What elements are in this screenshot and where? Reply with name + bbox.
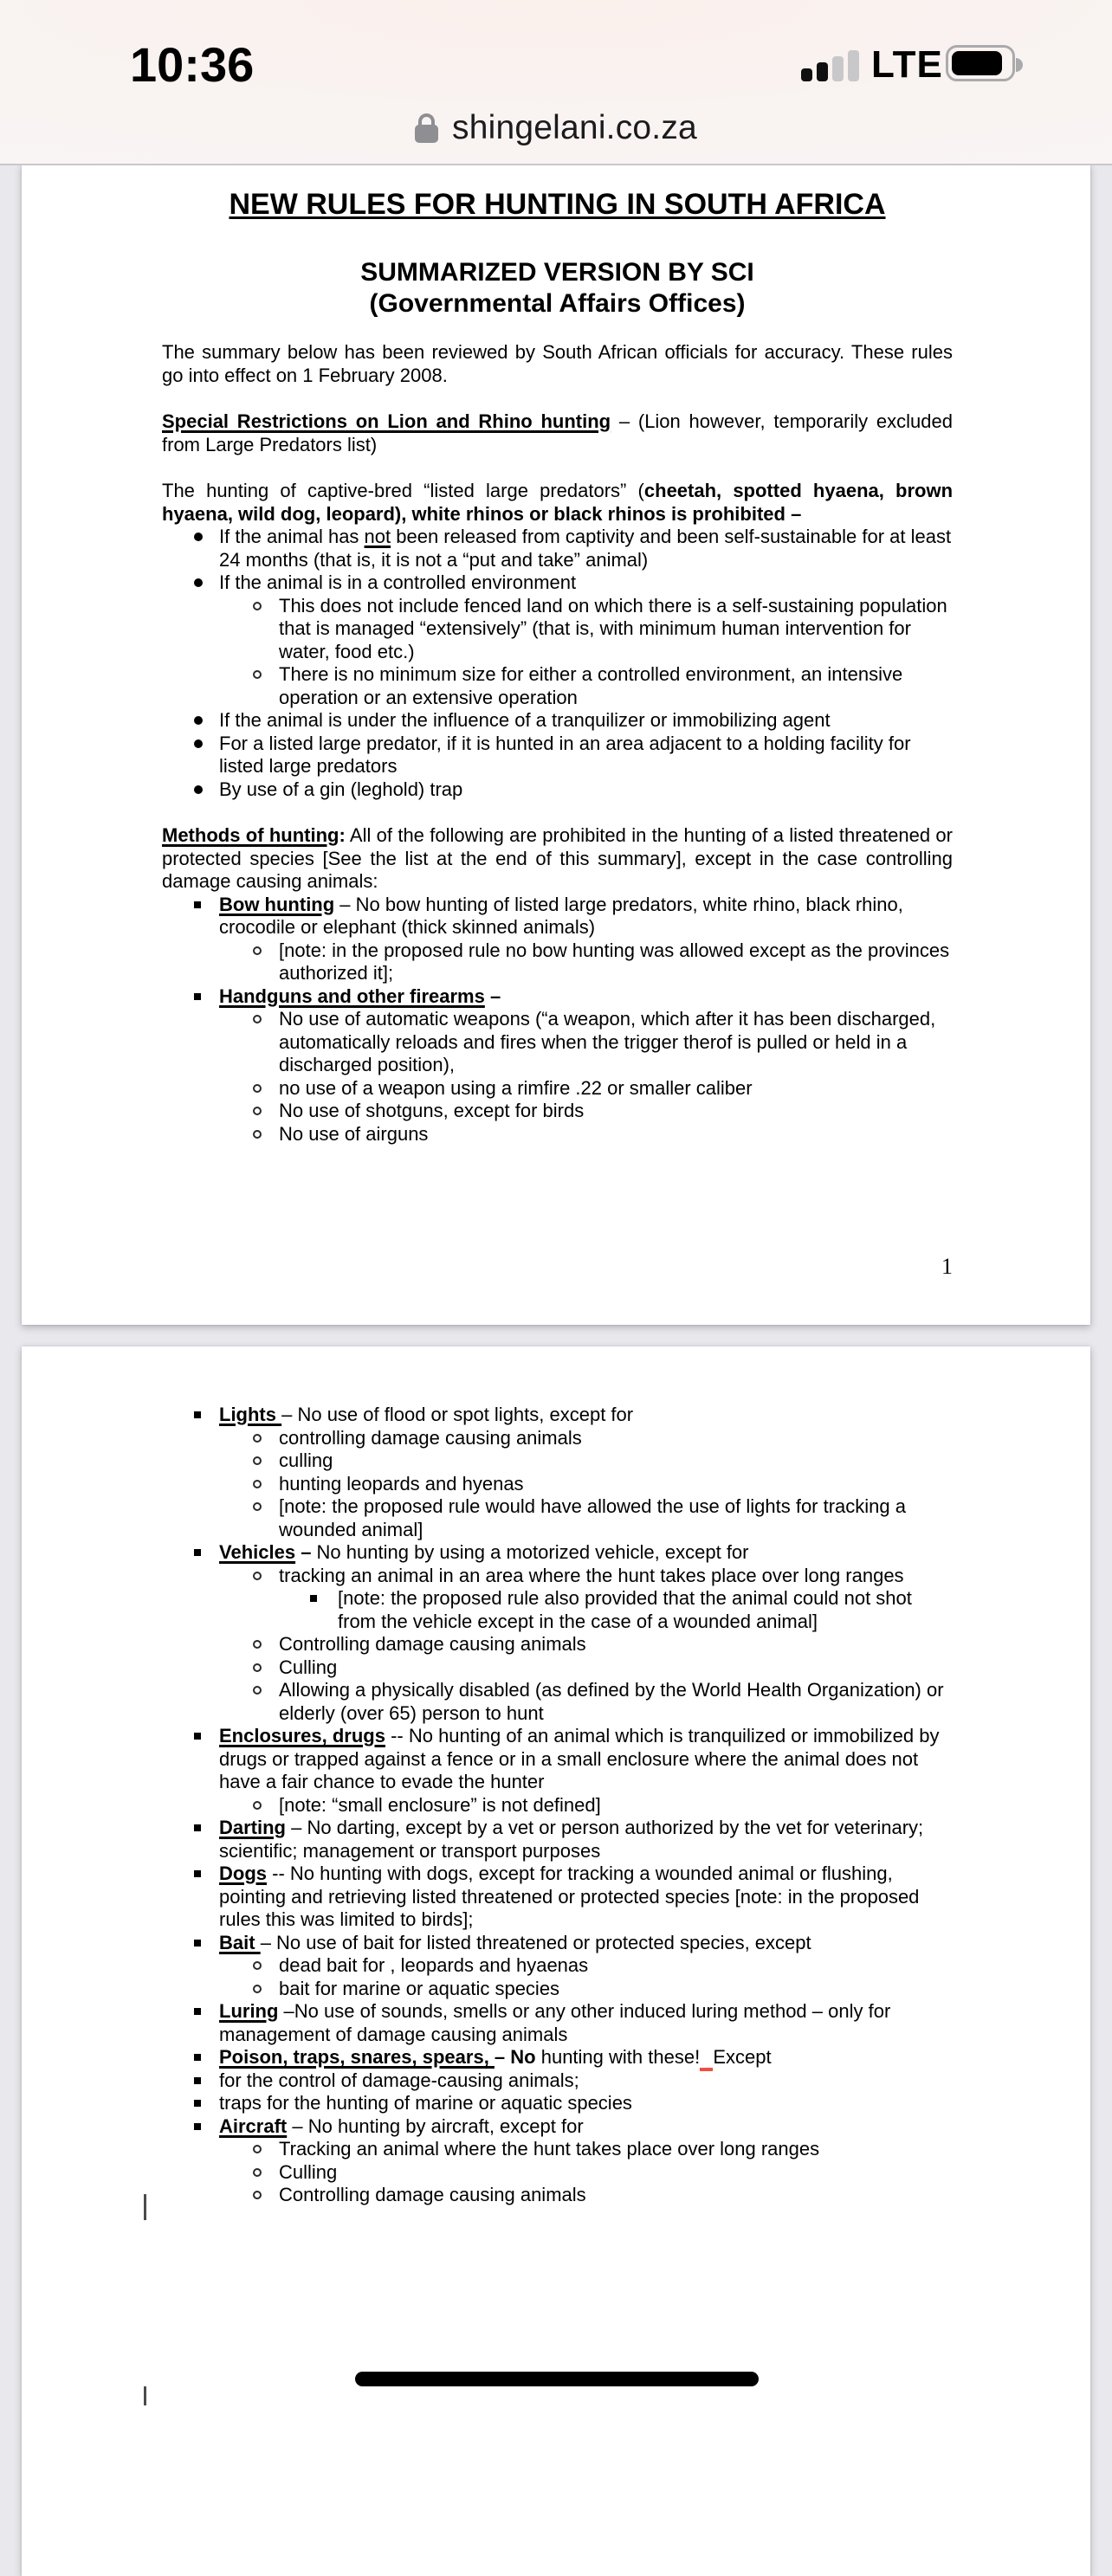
- page-1-body: [162, 341, 953, 1146]
- status-time: 10:36: [130, 37, 255, 92]
- doc-list-item: Luring –No use of sounds, smells or any other induced luring method – only for management of damage causing animals: [162, 2000, 953, 2046]
- bullet-circle-icon: [253, 1130, 262, 1139]
- bullet-square-icon: [194, 1940, 201, 1947]
- doc-list-item: dead bait for , leopards and hyaenas: [162, 1954, 953, 1978]
- doc-list-item: Lights – No use of flood or spot lights, except for: [162, 1404, 953, 1427]
- doc-list-item: Darting – No darting, except by a vet or person authorized by the vet for veterinary; scientific; management or transport purposes: [162, 1817, 953, 1863]
- doc-list-item: For a listed large predator, if it is hunted in an area adjacent to a holding facility for listed large predators: [162, 733, 953, 778]
- bullet-square-icon: [194, 1549, 201, 1556]
- bullet-circle-icon: [253, 1686, 262, 1695]
- bullet-circle-icon: [253, 2168, 262, 2177]
- bullet-circle-icon: [253, 1084, 262, 1093]
- subtitle-line-2: (Governmental Affairs Offices): [369, 289, 746, 318]
- doc-list-item: Culling: [162, 1656, 953, 1680]
- doc-list-item: Dogs -- No hunting with dogs, except for tracking a wounded animal or flushing, pointing and retrieving listed threatened or protected species [note: in the proposed rules this was limited to birds];: [162, 1863, 953, 1932]
- network-type-label: LTE: [871, 43, 943, 86]
- document-subtitle: [162, 257, 953, 320]
- lock-icon: [415, 113, 438, 143]
- doc-list-item: [note: the proposed rule also provided that the animal could not shot from the vehicle except in the case of a wounded animal]: [162, 1587, 953, 1633]
- doc-list-item: No use of automatic weapons (“a weapon, which after it has been discharged, automatically reloads and fires when the trigger therof is pulled or held in a discharged position),: [162, 1008, 953, 1077]
- bullet-square-icon: [194, 1411, 201, 1418]
- bullet-square-icon: [194, 2100, 201, 2107]
- doc-list-item: Handguns and other firearms –: [162, 985, 953, 1009]
- bullet-circle-icon: [253, 1456, 262, 1465]
- doc-list-item: Bait – No use of bait for listed threatened or protected species, except: [162, 1932, 953, 1955]
- doc-list-item: tracking an animal in an area where the hunt takes place over long ranges: [162, 1565, 953, 1588]
- revision-change-bar: [144, 2194, 146, 2220]
- bullet-circle-icon: [253, 1434, 262, 1443]
- doc-list-item: for the control of damage-causing animals;: [162, 2069, 953, 2093]
- subtitle-line-1: SUMMARIZED VERSION BY SCI: [360, 258, 754, 287]
- bullet-circle-icon: [253, 1985, 262, 1993]
- doc-list-item: Poison, traps, snares, spears, – No hunting with these! Except: [162, 2046, 953, 2069]
- proofreading-mark: [700, 2046, 713, 2071]
- bullet-circle-icon: [253, 1572, 262, 1580]
- bullet-circle-icon: [253, 2145, 262, 2153]
- bullet-circle-icon: [253, 1480, 262, 1488]
- document-page-2: [22, 1346, 1090, 2576]
- web-content-scroll-area[interactable]: [0, 164, 1112, 2405]
- bullet-square-icon: [194, 1824, 201, 1831]
- bullet-disc-icon: [194, 785, 203, 794]
- doc-list-item: Culling: [162, 2161, 953, 2185]
- doc-list-item: hunting leopards and hyenas: [162, 1473, 953, 1496]
- bullet-square-icon: [194, 2077, 201, 2084]
- doc-list-item: [note: in the proposed rule no bow hunting was allowed except as the provinces authorized it];: [162, 939, 953, 985]
- bullet-circle-icon: [253, 2191, 262, 2199]
- document-page-1: [22, 164, 1090, 1325]
- doc-paragraph: Methods of hunting: All of the following are prohibited in the hunting of a listed threatened or protected species [See the list at the end of this summary], except in the case controlling damage causing animals:: [162, 824, 953, 892]
- doc-list-item: culling: [162, 1449, 953, 1473]
- home-indicator-bar[interactable]: [355, 2372, 759, 2386]
- bullet-disc-icon: [194, 739, 203, 748]
- doc-paragraph: The hunting of captive-bred “listed large predators” (cheetah, spotted hyaena, brown hyaena, wild dog, leopard), white rhinos or black rhinos is prohibited –: [162, 480, 954, 525]
- bullet-square-icon: [194, 901, 201, 908]
- bullet-circle-icon: [253, 946, 262, 955]
- doc-list-item: Vehicles – No hunting by using a motorized vehicle, except for: [162, 1541, 953, 1565]
- bullet-square-icon: [194, 2054, 201, 2061]
- doc-list-item: Bow hunting – No bow hunting of listed large predators, white rhino, black rhino, crocodile or elephant (thick skinned animals): [162, 894, 953, 939]
- doc-list-item: No use of airguns: [162, 1123, 953, 1146]
- doc-list-item: bait for marine or aquatic species: [162, 1978, 953, 2001]
- bullet-disc-icon: [194, 578, 203, 587]
- doc-list-item: [note: the proposed rule would have allowed the use of lights for tracking a wounded animal]: [162, 1495, 953, 1541]
- doc-list-item: If the animal is in a controlled environment: [162, 571, 953, 595]
- bullet-circle-icon: [253, 670, 262, 679]
- doc-list-item: This does not include fenced land on which there is a self-sustaining population that is managed “extensively” (that is, with minimum human intervention for water, food etc.): [162, 595, 953, 664]
- bullet-circle-icon: [253, 1107, 262, 1115]
- doc-list-item: By use of a gin (leghold) trap: [162, 778, 953, 802]
- bullet-disc-icon: [194, 533, 203, 541]
- doc-list-item: Enclosures, drugs -- No hunting of an animal which is tranquilized or immobilized by drugs or trapped against a fence or in a small enclosure where the animal does not have a fair chance to evade the hunter: [162, 1725, 953, 1794]
- bullet-square-icon: [194, 993, 201, 1000]
- bullet-circle-icon: [253, 1801, 262, 1810]
- doc-list-item: Aircraft – No hunting by aircraft, except for: [162, 2115, 953, 2139]
- doc-list-item: [note: “small enclosure” is not defined]: [162, 1794, 953, 1817]
- doc-list-item: No use of shotguns, except for birds: [162, 1100, 953, 1123]
- bullet-circle-icon: [253, 1663, 262, 1672]
- doc-list-item: Allowing a physically disabled (as defined by the World Health Organization) or elderly (over 65) person to hunt: [162, 1679, 953, 1725]
- page-2-body: [162, 1404, 953, 2207]
- bullet-square-icon: [194, 2123, 201, 2130]
- bullet-circle-icon: [253, 1640, 262, 1649]
- bullet-square-icon: [310, 1595, 317, 1602]
- document-title: NEW RULES FOR HUNTING IN SOUTH AFRICA: [229, 188, 886, 221]
- doc-paragraph: The summary below has been reviewed by South African officials for accuracy. These rules go into effect on 1 February 2008.: [162, 341, 953, 386]
- doc-list-item: Tracking an animal where the hunt takes place over long ranges: [162, 2138, 953, 2161]
- doc-list-item: no use of a weapon using a rimfire .22 or smaller caliber: [162, 1077, 953, 1101]
- url-bar[interactable]: [0, 102, 1112, 154]
- browser-chrome: [0, 0, 1112, 165]
- bullet-square-icon: [194, 1733, 201, 1740]
- battery-icon: [946, 45, 1015, 81]
- page-number: 1: [941, 1253, 953, 1279]
- doc-list-item: Controlling damage causing animals: [162, 1633, 953, 1656]
- revision-change-bar: [144, 2386, 146, 2405]
- doc-paragraph: Special Restrictions on Lion and Rhino hunting – (Lion however, temporarily excluded from Large Predators list): [162, 410, 953, 455]
- doc-list-item: There is no minimum size for either a controlled environment, an intensive operation or an extensive operation: [162, 663, 953, 709]
- doc-list-item: If the animal has not been released from captivity and been self-sustainable for at least 24 months (that is, it is not a “put and take” animal): [162, 526, 953, 571]
- bullet-circle-icon: [253, 602, 262, 610]
- doc-list-item: traps for the hunting of marine or aquatic species: [162, 2092, 953, 2115]
- bullet-circle-icon: [253, 1502, 262, 1511]
- url-host-label: shingelani.co.za: [452, 109, 697, 146]
- doc-list-item: Controlling damage causing animals: [162, 2184, 953, 2207]
- bullet-square-icon: [194, 1870, 201, 1877]
- bullet-disc-icon: [194, 716, 203, 725]
- doc-list-item: If the animal is under the influence of a tranquilizer or immobilizing agent: [162, 709, 953, 733]
- bullet-circle-icon: [253, 1015, 262, 1023]
- cellular-signal-icon: [801, 49, 862, 81]
- doc-list-item: controlling damage causing animals: [162, 1427, 953, 1450]
- bullet-square-icon: [194, 2008, 201, 2015]
- bullet-circle-icon: [253, 1961, 262, 1970]
